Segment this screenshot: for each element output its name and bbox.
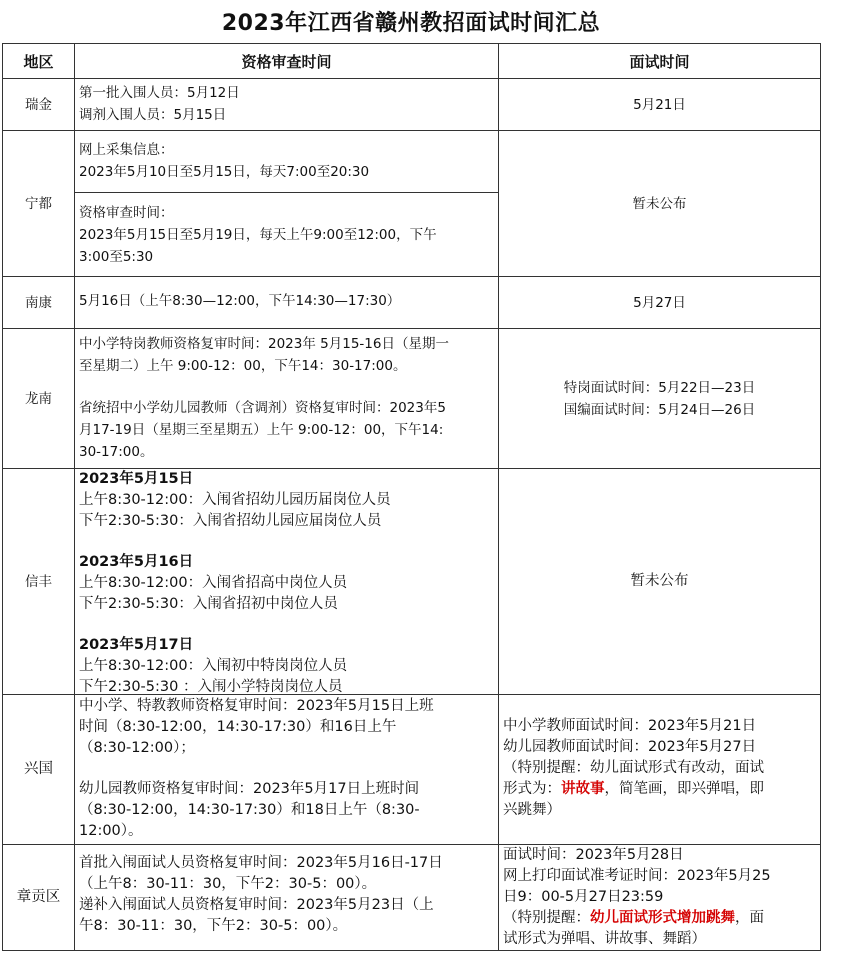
interview-line: 日9：00-5月27日23:59 [503, 889, 664, 905]
interview-cell-longnan [499, 329, 820, 468]
review-line: 中小学、特教教师资格复审时间：2023年5月15日上班 [79, 698, 434, 714]
review-cell-xinfeng [75, 469, 498, 694]
interview-text: ，简笔画，即兴弹唱，即 [604, 781, 764, 797]
review-line: 递补入闱面试人员资格复审时间：2023年5月23日（上 [79, 897, 434, 913]
interview-cell-ruijin [499, 79, 820, 130]
header-interview-label: 面试时间 [629, 52, 690, 71]
review-line: 2023年5月10日至5月15日，每天7:00至20:30 [79, 164, 370, 180]
review-date: 2023年5月16日 [79, 554, 194, 570]
interview-ruijin: 5月21日 [633, 96, 686, 113]
region-xinfeng: 信丰 [25, 573, 52, 590]
review-cell-longnan [75, 329, 498, 468]
interview-line: 特岗面试时间：5月22日—23日 [563, 379, 756, 396]
region-longnan: 龙南 [25, 390, 52, 407]
interview-ningdu: 暂未公布 [632, 195, 687, 212]
interview-line: 中小学教师面试时间：2023年5月21日 [503, 718, 757, 734]
review-line: 上午8:30-12:00：入闱省招高中岗位人员 [79, 575, 348, 591]
header-region [3, 44, 74, 78]
review-line: 上午8:30-12:00：入闱初中特岗岗位人员 [79, 658, 348, 674]
region-cell-longnan [3, 329, 74, 468]
review-date: 2023年5月15日 [79, 471, 194, 487]
review-cell-xingguo [75, 695, 498, 844]
region-cell-xingguo [3, 695, 74, 844]
interview-line: 试形式为弹唱、讲故事、舞蹈） [503, 931, 706, 947]
interview-cell-xinfeng [499, 469, 820, 694]
header-interview [499, 44, 820, 78]
paragraph-gap [79, 532, 498, 552]
review-cell-ningdu-check [75, 193, 498, 276]
paragraph-gap [79, 759, 498, 779]
paragraph-gap [79, 377, 498, 397]
review-line: 资格审查时间： [79, 205, 174, 221]
interview-nankang: 5月27日 [633, 294, 686, 311]
review-line: 5月16日（上午8:30—12:00，下午14:30—17:30） [79, 293, 401, 309]
review-line: （8:30-12:00，14:30-17:30）和18日上午（8:30- [79, 802, 420, 818]
interview-text: （特别提醒： [503, 910, 590, 926]
review-line: 午8：30-11：30，下午2：30-5：00）。 [79, 918, 348, 934]
review-line: （上午8：30-11：30，下午2：30-5：00）。 [79, 876, 377, 892]
review-line: （8:30-12:00）； [79, 740, 195, 756]
review-cell-zhanggong [75, 845, 498, 950]
region-cell-ningdu [3, 131, 74, 276]
interview-line: 面试时间：2023年5月28日 [503, 847, 684, 863]
review-line: 时间（8:30-12:00，14:30-17:30）和16日上午 [79, 719, 397, 735]
review-line: 30-17:00。 [79, 444, 154, 460]
review-line: 调剂入围人员：5月15日 [79, 107, 227, 123]
header-review-label: 资格审查时间 [241, 52, 332, 71]
interview-line: 国编面试时间：5月24日—26日 [563, 401, 756, 418]
interview-text: ，面 [735, 910, 764, 926]
review-line: 3:00至5:30 [79, 249, 154, 265]
interview-text: 形式为： [503, 781, 561, 797]
interview-cell-nankang [499, 277, 820, 328]
highlight-text: 讲故事 [561, 781, 605, 797]
review-line: 首批入闱面试人员资格复审时间：2023年5月16日-17日 [79, 855, 443, 871]
interview-cell-xingguo [499, 695, 820, 844]
review-line: 第一批入围人员：5月12日 [79, 85, 240, 101]
review-line: 下午2:30-5:30 ：入闱小学特岗岗位人员 [79, 679, 343, 694]
review-date: 2023年5月17日 [79, 637, 194, 653]
review-cell-nankang [75, 277, 498, 328]
review-line: 网上采集信息： [79, 142, 174, 158]
review-line: 上午8:30-12:00：入闱省招幼儿园历届岗位人员 [79, 492, 391, 508]
header-review [75, 44, 498, 78]
review-line: 2023年5月15日至5月19日，每天上午9:00至12:00，下午 [79, 227, 437, 243]
review-line: 12:00）。 [79, 823, 143, 839]
interview-cell-zhanggong [499, 845, 820, 950]
region-cell-nankang [3, 277, 74, 328]
interview-xinfeng: 暂未公布 [630, 573, 689, 589]
review-line: 下午2:30-5:30：入闱省招初中岗位人员 [79, 596, 338, 612]
page-title: 2023年江西省赣州教招面试时间汇总 [221, 11, 601, 36]
region-cell-ruijin [3, 79, 74, 130]
interview-line [503, 908, 820, 929]
review-line: 月17-19日（星期三至星期五）上午 9:00-12：00，下午14: [79, 422, 444, 438]
region-ningdu: 宁都 [25, 195, 52, 212]
review-line: 中小学特岗教师资格复审时间：2023年 5月15-16日（星期一 [79, 336, 449, 352]
region-cell-zhanggong [3, 845, 74, 950]
review-line: 省统招中小学幼儿园教师（含调剂）资格复审时间：2023年5 [79, 400, 446, 416]
interview-line: 网上打印面试准考证时间：2023年5月25 [503, 868, 771, 884]
paragraph-gap [79, 615, 498, 635]
grid-line [820, 43, 821, 951]
header-region-label: 地区 [23, 52, 54, 71]
grid-line [2, 950, 820, 951]
review-line: 幼儿园教师资格复审时间：2023年5月17日上班时间 [79, 781, 420, 797]
review-line: 至星期二）上午 9:00-12：00，下午14：30-17:00。 [79, 358, 407, 374]
review-cell-ruijin [75, 79, 498, 130]
region-cell-xinfeng [3, 469, 74, 694]
interview-line: （特别提醒：幼儿面试形式有改动，面试 [503, 760, 764, 776]
interview-line: 幼儿园教师面试时间：2023年5月27日 [503, 739, 757, 755]
review-cell-ningdu-collect [75, 131, 498, 192]
highlight-text: 幼儿面试形式增加跳舞 [590, 910, 735, 926]
interview-line: 兴跳舞） [503, 802, 561, 818]
interview-line [503, 779, 820, 800]
review-line: 下午2:30-5:30：入闱省招幼儿园应届岗位人员 [79, 513, 382, 529]
interview-cell-ningdu [499, 131, 820, 276]
region-nankang: 南康 [25, 294, 52, 311]
region-ruijin: 瑞金 [25, 96, 52, 113]
region-zhanggong: 章贡区 [16, 889, 61, 905]
region-xingguo: 兴国 [24, 761, 53, 777]
